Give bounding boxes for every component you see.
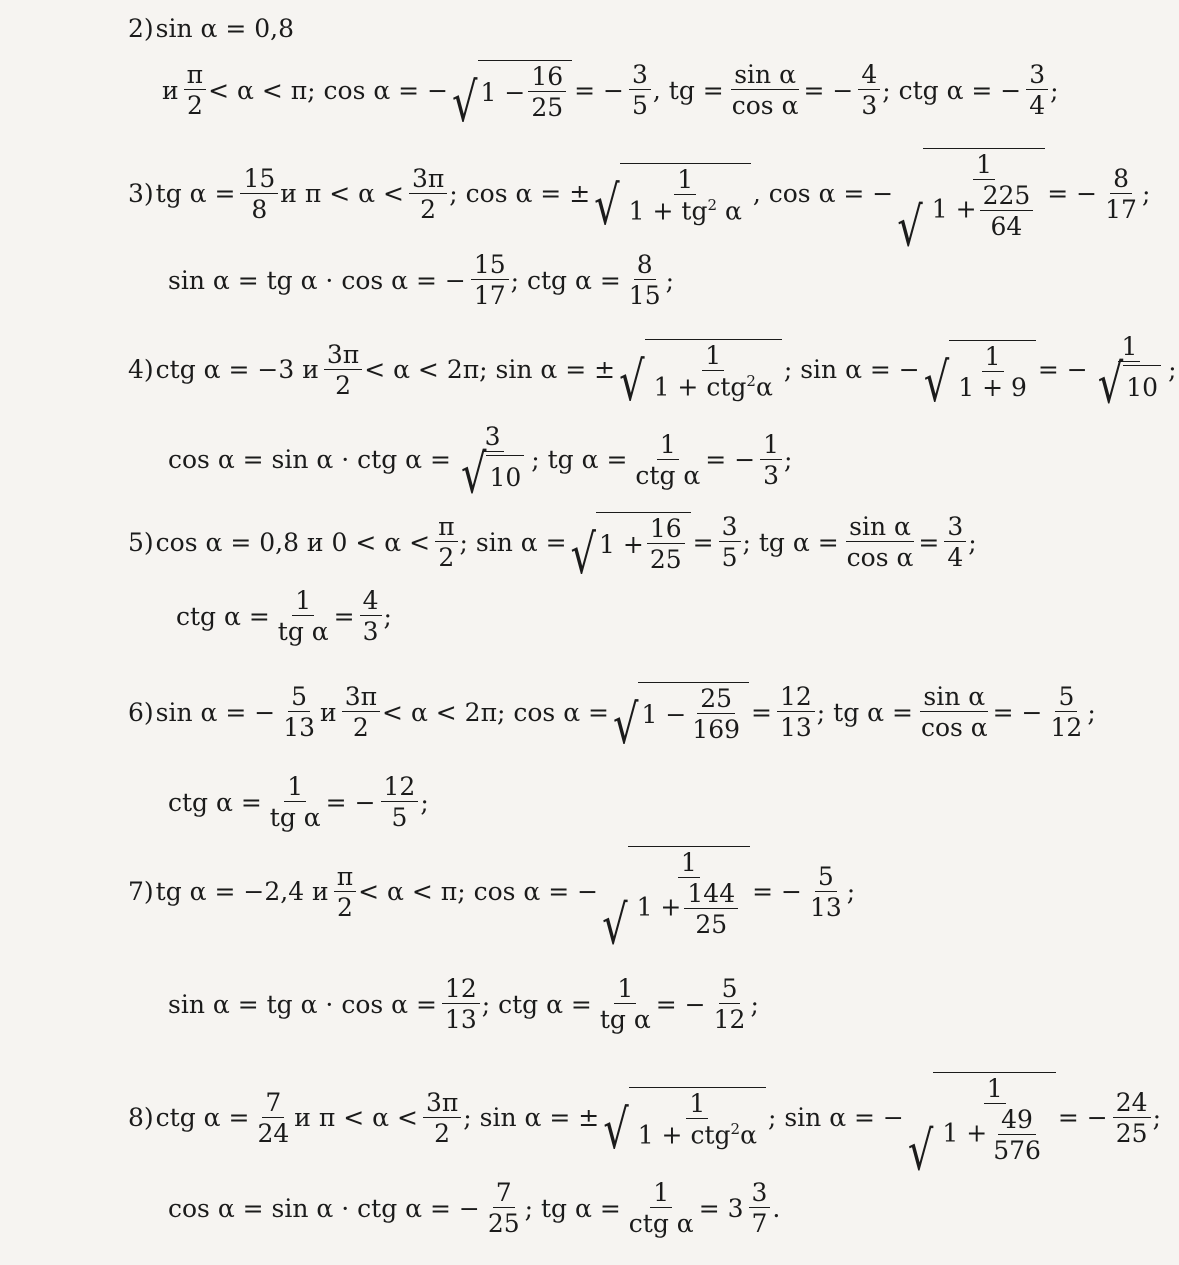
denominator: 169: [692, 715, 741, 744]
text: 1 + tg: [628, 196, 708, 226]
text: cos α = sin α · ctg α =: [168, 445, 451, 474]
numerator: π: [184, 62, 206, 90]
exponent: 2: [707, 196, 717, 215]
text: tg α = −2,4 и: [155, 877, 329, 906]
numerator: 24: [1113, 1090, 1151, 1118]
denominator: 13: [444, 1005, 477, 1034]
numerator: 4: [858, 62, 880, 90]
denominator: [456, 443, 529, 507]
text: ;: [420, 787, 429, 817]
denominator: [626, 195, 745, 226]
fraction: [275, 588, 332, 644]
item-7-line-2: [166, 976, 761, 1032]
numerator: 3π: [324, 342, 362, 370]
numerator: π: [435, 514, 457, 542]
denominator: [1093, 353, 1166, 417]
text: = −: [325, 787, 376, 817]
denominator: 15: [628, 281, 661, 310]
text: 1 +: [931, 194, 977, 224]
denominator: 2: [186, 91, 203, 120]
numerator: 16: [647, 516, 685, 544]
denominator: 2: [438, 543, 455, 572]
fraction: [626, 252, 664, 308]
denominator: 13: [283, 713, 316, 742]
text: =: [333, 601, 355, 631]
square-root: √ 1 1 + $\frac{49}{576}$: [908, 1072, 1056, 1163]
text: sin α = tg α · cos α = −: [168, 265, 466, 295]
fraction: [980, 183, 1034, 239]
square-root: √ 1 1 + $\frac{144}{25}$: [602, 846, 750, 937]
denominator: 25: [695, 910, 728, 939]
text: α: [724, 196, 742, 226]
fraction: [651, 341, 776, 402]
denominator: ctg α: [628, 1209, 694, 1238]
denominator: [651, 371, 776, 402]
denominator: ctg α: [635, 460, 701, 490]
text: ;: [383, 601, 392, 631]
text: α: [740, 1120, 757, 1150]
fraction: [629, 62, 651, 118]
fraction: [1048, 684, 1086, 740]
numerator: 8: [634, 252, 656, 280]
exponent: 2: [730, 1120, 741, 1139]
text: tg α =: [155, 179, 236, 208]
text: < α < π; cos α = −: [208, 75, 449, 105]
text: ;: [1141, 179, 1151, 208]
fraction: [711, 976, 749, 1032]
item-3-line-1: [128, 148, 1152, 259]
fraction: [939, 1076, 1050, 1163]
item-2-solution: [160, 60, 1061, 135]
text: ; tg α =: [531, 445, 628, 474]
denominator: 7: [751, 1209, 768, 1238]
denominator: 2: [434, 1118, 451, 1148]
fraction: [918, 684, 991, 740]
text: ;: [1087, 697, 1096, 727]
numerator: 25: [697, 686, 735, 714]
denominator: 12: [713, 1005, 746, 1034]
text: ; sin α =: [459, 527, 567, 557]
numerator: 12: [442, 976, 480, 1004]
text: α: [755, 372, 773, 402]
fraction: [442, 976, 480, 1032]
denominator: 25: [487, 1209, 520, 1238]
text: = −: [574, 75, 624, 105]
text: ctg α =: [155, 1103, 250, 1132]
exponent: 2: [746, 372, 756, 391]
text: ;: [784, 445, 793, 474]
item-4-line-1: [128, 332, 1179, 417]
text: ctg α =: [176, 601, 270, 631]
denominator: 4: [947, 543, 964, 572]
numerator: 1: [982, 344, 1004, 372]
fraction: [254, 1087, 292, 1148]
item-5-line-2: [174, 588, 394, 644]
denominator: 5: [721, 543, 738, 572]
text: 1 +: [942, 1118, 988, 1148]
numerator: 49: [998, 1107, 1036, 1135]
numerator: 1: [650, 1180, 672, 1208]
fraction: [626, 165, 745, 226]
text: = −: [803, 75, 854, 105]
fraction: [634, 850, 745, 937]
text: < α < π; cos α = −: [358, 877, 599, 906]
fraction: [807, 861, 845, 922]
item-6-line-1: [128, 682, 1098, 757]
fraction: [689, 686, 743, 742]
text: и: [320, 697, 337, 727]
item-number: 3): [128, 179, 154, 208]
item-number: 7): [128, 877, 154, 906]
text: 1 + ctg: [653, 372, 747, 402]
text: cos α = 0,8 и 0 < α <: [155, 527, 431, 557]
square-root: √ 1 − $\frac{16}{25}$: [452, 60, 572, 120]
denominator: 64: [990, 212, 1023, 241]
item-8-line-2: [166, 1180, 782, 1236]
fraction: [267, 774, 324, 830]
denominator: [939, 1104, 1050, 1163]
numerator: 1: [1118, 334, 1140, 362]
numerator: 8: [1110, 166, 1132, 194]
item-7-line-1: [128, 846, 857, 957]
text: = −: [705, 445, 756, 474]
square-root: √ 10: [1098, 365, 1161, 405]
numerator: sin α: [920, 684, 988, 712]
item-6-line-2: [166, 774, 431, 830]
item-3-line-2: [166, 252, 676, 308]
numerator: 1: [674, 167, 696, 195]
fraction: [684, 881, 738, 937]
text: cos α = sin α · ctg α = −: [168, 1193, 480, 1223]
fraction: [456, 422, 529, 507]
text: ; tg α =: [742, 527, 839, 557]
text: = −: [992, 697, 1043, 727]
text: = −: [1057, 1103, 1108, 1132]
fraction: [184, 62, 206, 118]
fraction: [485, 1180, 523, 1236]
text: 1 +: [636, 892, 682, 922]
condition-text: sin α = 0,8: [155, 14, 295, 43]
fraction: [528, 64, 566, 120]
numerator: 3: [749, 1180, 771, 1208]
denominator: cos α: [846, 543, 914, 572]
text: 1 +: [599, 529, 644, 559]
numerator: 1: [292, 588, 314, 616]
text: ctg α = −3 и: [155, 355, 319, 384]
text: 1 + ctg: [637, 1120, 731, 1150]
text: = −: [1047, 179, 1098, 208]
denominator: cos α: [920, 713, 988, 742]
square-root: √ $\frac{1}{1 + ctg^2\alpha}$: [619, 339, 782, 399]
text: < α < 2π; sin α = ±: [364, 355, 616, 384]
numerator: 15: [240, 166, 278, 194]
denominator: 17: [1105, 194, 1137, 224]
fraction: [471, 252, 509, 308]
denominator: 5: [632, 91, 648, 120]
text: ; sin α = −: [783, 355, 920, 384]
numerator: 4: [360, 588, 382, 616]
numerator: 3: [1026, 62, 1048, 90]
fraction: [280, 684, 318, 740]
numerator: 16: [528, 64, 566, 92]
text: ; tg α =: [816, 697, 913, 727]
text: ; ctg α = −: [882, 75, 1022, 105]
text: ;: [750, 989, 759, 1019]
numerator: 1: [984, 1076, 1006, 1104]
fraction: [342, 684, 380, 740]
text: ;: [846, 877, 856, 906]
fraction: [760, 429, 782, 490]
denominator: 25: [1115, 1118, 1148, 1148]
text: = −: [655, 989, 706, 1019]
text: ; cos α = ±: [449, 179, 591, 208]
fraction: [423, 1087, 461, 1148]
denominator: [929, 180, 1040, 239]
numerator: 3: [944, 514, 966, 542]
denominator: 13: [809, 892, 842, 922]
text: = 3: [698, 1193, 744, 1223]
numerator: 3: [482, 424, 504, 452]
item-number: 4): [128, 355, 154, 384]
denominator: 576: [993, 1136, 1041, 1165]
text: , tg =: [652, 75, 724, 105]
fraction: [944, 514, 966, 570]
numerator: 1: [284, 774, 306, 802]
denominator: tg α: [269, 803, 321, 832]
text: ;: [968, 527, 977, 557]
denominator: 24: [257, 1118, 290, 1148]
square-root: √ 1 1 + $\frac{225}{64}$: [897, 148, 1045, 239]
fraction: [749, 1180, 771, 1236]
numerator: 5: [719, 976, 741, 1004]
fraction: [409, 163, 447, 224]
numerator: 3: [629, 62, 651, 90]
numerator: sin α: [731, 62, 799, 90]
text: 1 −: [480, 77, 526, 107]
fraction: [955, 341, 1030, 402]
numerator: 7: [262, 1090, 284, 1118]
numerator: 5: [1055, 684, 1077, 712]
text: , cos α = −: [752, 179, 894, 208]
fraction: [844, 514, 917, 570]
text: = −: [1037, 355, 1088, 384]
square-root: √ 10: [461, 455, 524, 495]
text: sin α = tg α · cos α =: [168, 989, 437, 1019]
denominator: 3: [763, 460, 780, 490]
numerator: 3π: [409, 166, 447, 194]
numerator: 12: [777, 684, 815, 712]
fraction: [929, 152, 1040, 239]
text: и π < α <: [294, 1103, 418, 1132]
denominator: cos α: [731, 91, 799, 120]
text: .: [772, 1193, 781, 1223]
numerator: 5: [288, 684, 310, 712]
numerator: 1: [678, 850, 700, 878]
fraction: [435, 514, 457, 570]
denominator: 12: [1050, 713, 1083, 742]
square-root: √ 1 + $\frac{16}{25}$: [571, 512, 691, 572]
text: ;: [665, 265, 675, 295]
fraction: [1113, 1087, 1151, 1148]
denominator: tg α: [277, 617, 329, 646]
numerator: 1: [657, 432, 679, 460]
fraction: [626, 1180, 697, 1236]
denominator: 8: [251, 194, 268, 224]
item-8-line-1: [128, 1072, 1163, 1183]
denominator: 2: [336, 892, 353, 922]
denominator: 13: [779, 713, 812, 742]
numerator: 1: [973, 152, 995, 180]
fraction: [1093, 332, 1166, 417]
fraction: [729, 62, 802, 118]
text: ; sin α = −: [767, 1103, 904, 1132]
text: и π < α <: [280, 179, 404, 208]
text: ; ctg α =: [481, 989, 592, 1019]
fraction: [777, 684, 815, 740]
text: ; sin α = ±: [463, 1103, 600, 1132]
text: =: [692, 527, 714, 557]
denominator: [635, 1119, 760, 1150]
text: sin α = −: [155, 697, 276, 727]
fraction: [381, 774, 419, 830]
fraction: [334, 861, 356, 922]
denominator: 3: [362, 617, 379, 646]
fraction: [990, 1107, 1044, 1163]
item-number: 6): [128, 697, 154, 727]
text: ;: [1050, 75, 1059, 105]
text: =: [918, 527, 940, 557]
denominator: 25: [531, 93, 564, 122]
item-number: 8): [128, 1103, 154, 1132]
fraction: [719, 514, 741, 570]
numerator: sin α: [846, 514, 914, 542]
item-5-line-1: [128, 512, 979, 587]
numerator: 7: [493, 1180, 515, 1208]
item-number: 2): [128, 14, 154, 43]
denominator: 17: [473, 281, 506, 310]
text: =: [751, 697, 772, 727]
numerator: π: [334, 864, 356, 892]
fraction: [240, 163, 278, 224]
square-root: √ $\frac{1}{1 + 9}$: [924, 340, 1036, 400]
numerator: 1: [686, 1091, 708, 1119]
text: ; ctg α =: [510, 265, 621, 295]
denominator: 4: [1029, 91, 1046, 120]
denominator: [634, 878, 745, 937]
numerator: 3π: [342, 684, 380, 712]
numerator: 3: [719, 514, 741, 542]
text: 10: [486, 455, 524, 495]
numerator: 1: [614, 976, 636, 1004]
text: ; tg α =: [524, 1193, 621, 1223]
item-number: 5): [128, 527, 154, 557]
text: 1 −: [641, 699, 687, 729]
fraction: [858, 62, 880, 118]
item-4-line-2: [166, 422, 794, 507]
denominator: 5: [391, 803, 408, 832]
numerator: 12: [381, 774, 419, 802]
square-root: √ $\frac{1}{1 + tg^2 \alpha}$: [594, 163, 751, 223]
fraction: [647, 516, 685, 572]
square-root: √ $\frac{1}{1 + ctg^2\alpha}$: [603, 1087, 766, 1147]
denominator: 2: [335, 370, 351, 400]
numerator: 3π: [423, 1090, 461, 1118]
denominator: tg α: [599, 1005, 651, 1034]
denominator: 2: [352, 713, 369, 742]
text: ;: [1152, 1103, 1161, 1132]
numerator: 144: [684, 881, 738, 909]
fraction: [1026, 62, 1048, 118]
denominator: 2: [420, 194, 437, 224]
numerator: 1: [760, 432, 782, 460]
fraction: [324, 339, 362, 400]
text: и: [162, 75, 179, 105]
text: = −: [752, 877, 802, 906]
fraction: [360, 588, 382, 644]
item-2-condition: [128, 16, 296, 41]
numerator: 225: [980, 183, 1034, 211]
text: < α < 2π; cos α =: [382, 697, 609, 727]
fraction: [597, 976, 654, 1032]
fraction: [1102, 163, 1140, 224]
numerator: 1: [702, 343, 724, 371]
numerator: 5: [815, 864, 837, 892]
denominator: 3: [861, 91, 878, 120]
numerator: 15: [471, 252, 509, 280]
text: ;: [1168, 355, 1177, 384]
text: 10: [1123, 365, 1161, 405]
text: ctg α =: [168, 787, 262, 817]
square-root: √ 1 − $\frac{25}{169}$: [613, 682, 749, 742]
denominator: 1 + 9: [958, 372, 1027, 402]
denominator: 25: [649, 545, 682, 574]
fraction: [635, 1089, 760, 1150]
fraction: [632, 429, 703, 490]
